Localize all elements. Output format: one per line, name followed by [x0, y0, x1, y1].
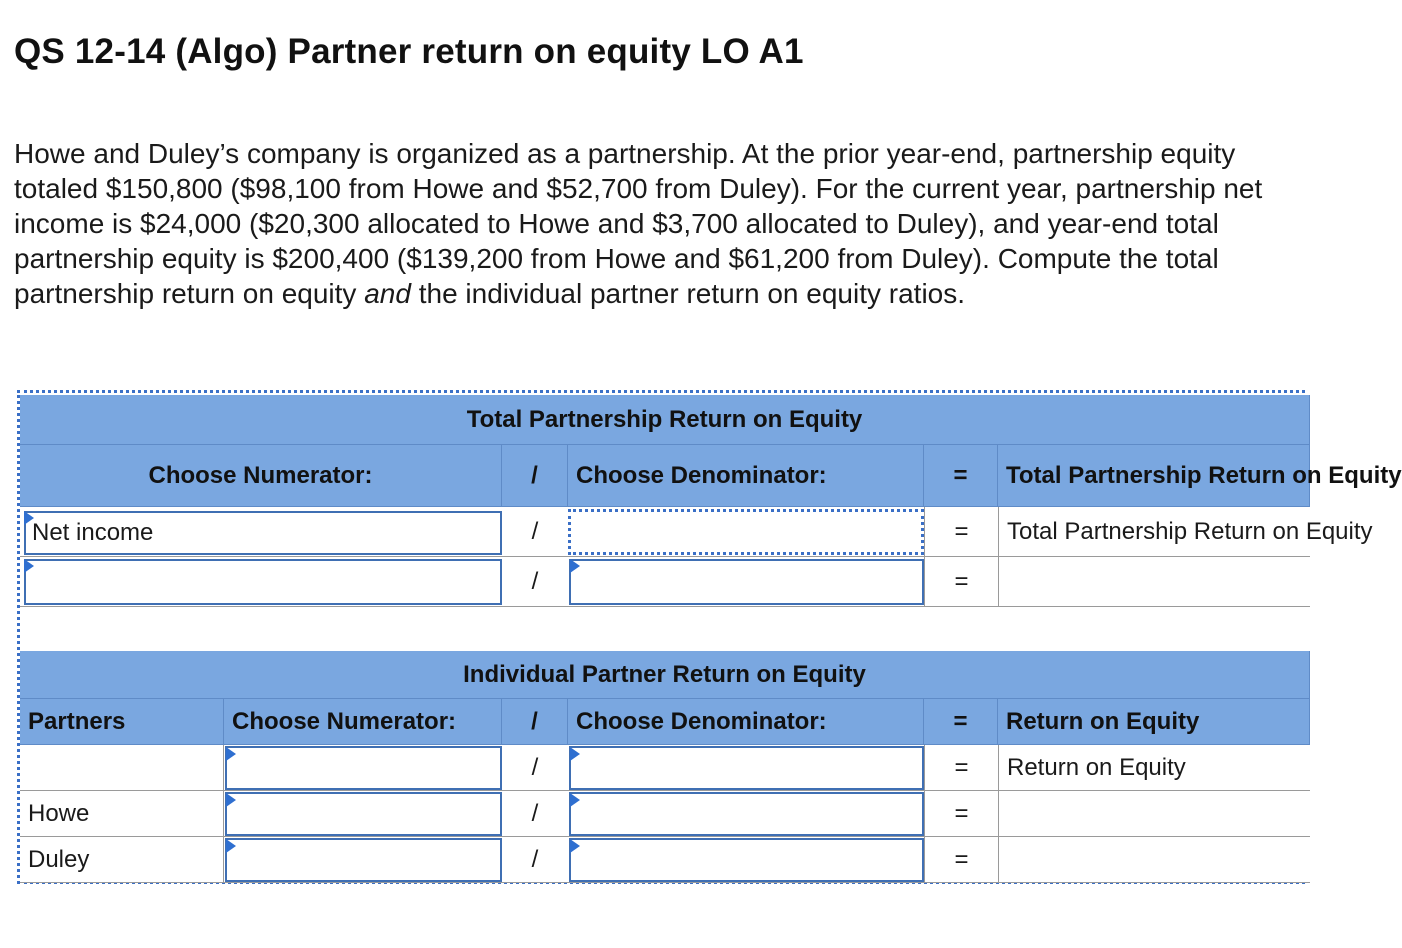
dropdown-marker-icon [570, 559, 580, 573]
individual-equals-1: = [924, 745, 998, 791]
individual-result-2 [998, 791, 1310, 837]
individual-slash-3: / [531, 846, 539, 873]
problem-statement [14, 136, 1304, 311]
total-denominator-select-2[interactable] [569, 559, 924, 605]
dropdown-marker-icon [24, 511, 34, 525]
problem-text-1: Howe and Duley’s company is organized as a partnership. At the prior year-end, partnership equity totaled $150,800 ($98,100 from Howe and $52,700 from Duley). For the current year, partnership net income is $24,000 ($20,300 allocated to Howe and $3,700 allocated to Duley), and year-end total partnership equity is $200,400 ($139,200 from Howe and $61,200 from Duley). Compute the total partnership return on equity [14, 138, 1263, 309]
total-result-1: Total Partnership Return on Equity [998, 507, 1310, 557]
individual-denominator-select-3[interactable] [569, 838, 924, 882]
total-numerator-select-1[interactable]: Net income [24, 511, 502, 555]
individual-slash-header: / [502, 699, 568, 745]
partner-name-1 [20, 745, 224, 791]
individual-denominator-select-1[interactable] [569, 746, 924, 790]
total-numerator-header: Choose Numerator: [20, 445, 502, 507]
individual-numerator-header: Choose Numerator: [224, 699, 502, 745]
individual-slash-1: / [531, 754, 539, 781]
partner-name-3: Duley [20, 837, 224, 883]
total-equals-1: = [924, 507, 998, 557]
individual-result-3 [998, 837, 1310, 883]
individual-equals-2: = [924, 791, 998, 837]
dropdown-marker-icon [24, 559, 34, 573]
individual-result-1: Return on Equity [998, 745, 1310, 791]
total-slash-2: / [531, 568, 539, 595]
individual-denominator-header: Choose Denominator: [568, 699, 924, 745]
total-equals-2: = [924, 557, 998, 607]
individual-section-heading: Individual Partner Return on Equity [20, 651, 1310, 699]
total-slash-header: / [502, 445, 568, 507]
individual-numerator-select-1[interactable] [225, 746, 502, 790]
partners-header: Partners [20, 699, 224, 745]
individual-denominator-select-2[interactable] [569, 792, 924, 836]
individual-result-header: Return on Equity [998, 699, 1310, 745]
individual-numerator-select-2[interactable] [225, 792, 502, 836]
individual-equals-3: = [924, 837, 998, 883]
individual-numerator-select-3[interactable] [225, 838, 502, 882]
dropdown-marker-icon [570, 793, 580, 807]
page-title: QS 12-14 (Algo) Partner return on equity LO A1 [14, 32, 804, 71]
total-section-heading: Total Partnership Return on Equity [20, 395, 1310, 445]
answer-table [17, 390, 1402, 884]
total-denominator-header: Choose Denominator: [568, 445, 924, 507]
total-result-2 [998, 557, 1310, 607]
total-result-header: Total Partnership Return on Equity [998, 445, 1310, 507]
problem-text-emphasis: and [364, 278, 411, 309]
partner-name-2: Howe [20, 791, 224, 837]
dropdown-marker-icon [570, 839, 580, 853]
dropdown-marker-icon [570, 747, 580, 761]
problem-text-2: the individual partner return on equity ratios. [410, 278, 966, 309]
dropdown-marker-icon [226, 793, 236, 807]
total-slash-1: / [531, 518, 539, 545]
total-denominator-select-1[interactable] [568, 509, 924, 555]
total-equals-header: = [924, 445, 998, 507]
section-spacer [20, 607, 1310, 652]
dropdown-marker-icon [226, 747, 236, 761]
individual-equals-header: = [924, 699, 998, 745]
dropdown-marker-icon [226, 839, 236, 853]
individual-slash-2: / [531, 800, 539, 827]
total-numerator-select-2[interactable] [24, 559, 502, 605]
